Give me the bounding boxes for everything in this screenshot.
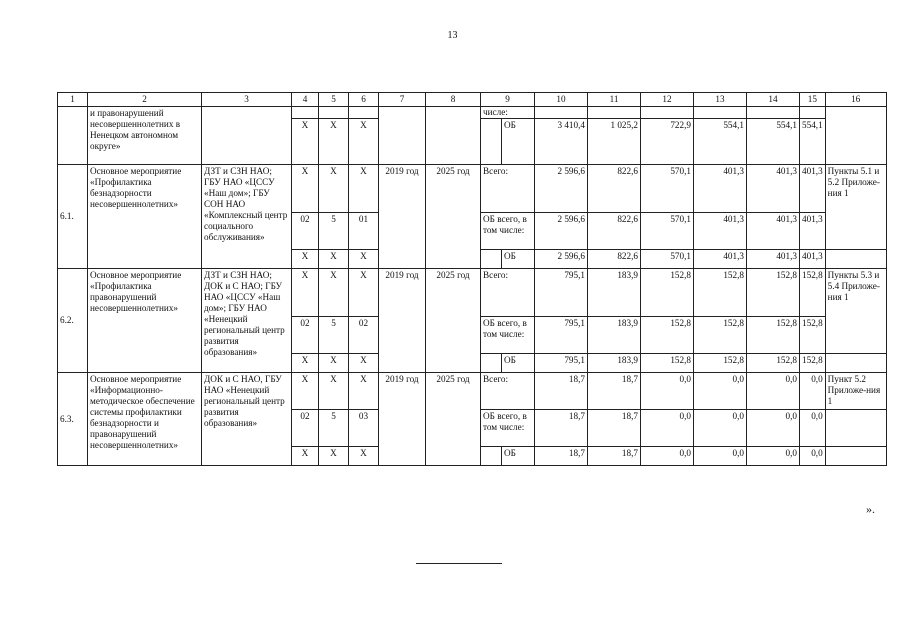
row-number: 6.2. [58, 269, 88, 373]
header-cell: 6 [349, 93, 379, 107]
code-cell: 02 [292, 213, 319, 250]
row-number: 6.3. [58, 373, 88, 466]
header-cell: 9 [481, 93, 535, 107]
value-cell: 401,3 [800, 250, 826, 269]
year-end: 2025 год [426, 373, 481, 466]
header-cell: 7 [379, 93, 426, 107]
value-cell: 152,8 [747, 317, 800, 354]
ob-total-label: ОБ всего, в том числе: [481, 410, 535, 447]
header-cell: 1 [58, 93, 88, 107]
footer-divider [416, 563, 502, 564]
value-cell: 554,1 [694, 119, 747, 165]
executors: ДЗТ и СЗН НАО; ДОК и С НАО; ГБУ НАО «ЦССУ «Наш дом»; ГБУ НАО «Ненецкий региональный центр развития образования» [202, 269, 292, 373]
page-number: 13 [447, 30, 458, 41]
x-mark: Х [349, 373, 379, 410]
measure-name: Основное мероприятие «Профилактика правонарушений несовершеннолетних» [88, 269, 202, 373]
x-mark: Х [349, 354, 379, 373]
code-cell: 02 [292, 317, 319, 354]
x-mark: Х [349, 269, 379, 317]
header-cell: 15 [800, 93, 826, 107]
value-cell: 0,0 [747, 447, 800, 466]
header-cell: 2 [88, 93, 202, 107]
value-cell: 183,9 [588, 269, 641, 317]
value-cell: 0,0 [800, 447, 826, 466]
header-cell: 4 [292, 93, 319, 107]
value-cell: 2 596,6 [535, 165, 588, 213]
value-cell: 0,0 [747, 373, 800, 410]
total-label: Всего: [481, 373, 535, 410]
value-cell: 18,7 [535, 447, 588, 466]
value-cell: 18,7 [588, 373, 641, 410]
header-cell: 5 [319, 93, 349, 107]
code-cell: 01 [349, 213, 379, 250]
x-mark: Х [292, 354, 319, 373]
value-cell: 152,8 [800, 354, 826, 373]
code-cell: 02 [292, 410, 319, 447]
year-start: 2019 год [379, 165, 426, 269]
value-cell: 18,7 [535, 373, 588, 410]
x-mark: Х [349, 119, 379, 165]
note: Пункты 5.1 и 5.2 Приложе-ния 1 [825, 165, 886, 250]
row-number: 6.1. [58, 165, 88, 269]
x-mark: Х [292, 250, 319, 269]
value-cell: 3 410,4 [535, 119, 588, 165]
value-cell: 152,8 [641, 317, 694, 354]
year-end: 2025 год [426, 269, 481, 373]
value-cell: 152,8 [694, 269, 747, 317]
continuation-label: числе: [481, 107, 535, 119]
value-cell: 401,3 [694, 213, 747, 250]
row-6-1-total [58, 165, 887, 213]
value-cell: 401,3 [694, 165, 747, 213]
header-cell: 12 [641, 93, 694, 107]
ob-total-label: ОБ всего, в том числе: [481, 213, 535, 250]
value-cell: 0,0 [800, 410, 826, 447]
executors: ДЗТ и СЗН НАО; ГБУ НАО «ЦССУ «Наш дом»; ГБУ СОН НАО «Комплексный центр социального обслуживания» [202, 165, 292, 269]
value-cell: 822,6 [588, 213, 641, 250]
x-mark: Х [319, 250, 349, 269]
value-cell: 2 596,6 [535, 250, 588, 269]
ob-label: ОБ [502, 250, 535, 269]
value-cell: 152,8 [800, 269, 826, 317]
value-cell: 0,0 [694, 447, 747, 466]
value-cell: 822,6 [588, 165, 641, 213]
ob-label: ОБ [502, 447, 535, 466]
value-cell: 795,1 [535, 354, 588, 373]
x-mark: Х [292, 119, 319, 165]
header-cell: 13 [694, 93, 747, 107]
code-cell: 02 [349, 317, 379, 354]
ob-total-label: ОБ всего, в том числе: [481, 317, 535, 354]
x-mark: Х [319, 354, 349, 373]
value-cell: 152,8 [694, 317, 747, 354]
x-mark: Х [292, 447, 319, 466]
value-cell: 0,0 [641, 410, 694, 447]
value-cell: 554,1 [747, 119, 800, 165]
value-cell: 183,9 [588, 354, 641, 373]
value-cell: 18,7 [588, 410, 641, 447]
continuation-top-row [58, 107, 887, 119]
x-mark: Х [292, 373, 319, 410]
value-cell: 570,1 [641, 250, 694, 269]
x-mark: Х [319, 119, 349, 165]
year-end: 2025 год [426, 165, 481, 269]
value-cell: 401,3 [747, 165, 800, 213]
measure-name: Основное мероприятие «Информационно-методическое обеспечение системы профилактики безнадзорности и правонарушений несовершеннолетних» [88, 373, 202, 466]
value-cell: 0,0 [747, 410, 800, 447]
value-cell: 0,0 [641, 373, 694, 410]
header-cell: 11 [588, 93, 641, 107]
value-cell: 152,8 [800, 317, 826, 354]
x-mark: Х [349, 165, 379, 213]
code-cell: 5 [319, 410, 349, 447]
program-table [57, 92, 887, 466]
row-6-3-total [58, 373, 887, 410]
total-label: Всего: [481, 165, 535, 213]
value-cell: 2 596,6 [535, 213, 588, 250]
value-cell: 152,8 [694, 354, 747, 373]
year-start: 2019 год [379, 269, 426, 373]
x-mark: Х [319, 269, 349, 317]
row-6-2-total [58, 269, 887, 317]
x-mark: Х [319, 165, 349, 213]
note: Пункт 5.2 Приложе-ния 1 [825, 373, 886, 410]
value-cell: 152,8 [641, 269, 694, 317]
header-cell: 3 [202, 93, 292, 107]
value-cell: 722,9 [641, 119, 694, 165]
ob-label: ОБ [502, 119, 535, 165]
value-cell: 401,3 [800, 165, 826, 213]
header-cell: 16 [825, 93, 886, 107]
value-cell: 570,1 [641, 165, 694, 213]
continuation-name: и правонарушений несовершеннолетних в Ненецком автономном округе» [88, 107, 202, 165]
year-start: 2019 год [379, 373, 426, 466]
value-cell: 570,1 [641, 213, 694, 250]
executors: ДОК и С НАО, ГБУ НАО «Ненецкий региональный центр развития образования» [202, 373, 292, 466]
value-cell: 0,0 [800, 373, 826, 410]
value-cell: 183,9 [588, 317, 641, 354]
value-cell: 1 025,2 [588, 119, 641, 165]
value-cell: 401,3 [800, 213, 826, 250]
value-cell: 554,1 [800, 119, 826, 165]
x-mark: Х [349, 447, 379, 466]
value-cell: 822,6 [588, 250, 641, 269]
value-cell: 795,1 [535, 317, 588, 354]
value-cell: 401,3 [747, 250, 800, 269]
code-cell: 5 [319, 317, 349, 354]
measure-name: Основное мероприятие «Профилактика безнадзорности несовершеннолетних» [88, 165, 202, 269]
value-cell: 795,1 [535, 269, 588, 317]
value-cell: 401,3 [747, 213, 800, 250]
x-mark: Х [292, 269, 319, 317]
value-cell: 18,7 [588, 447, 641, 466]
header-row [58, 93, 887, 107]
closing-quote-mark: ». [866, 502, 875, 516]
x-mark: Х [292, 165, 319, 213]
total-label: Всего: [481, 269, 535, 317]
value-cell: 0,0 [641, 447, 694, 466]
value-cell: 152,8 [747, 354, 800, 373]
header-cell: 8 [426, 93, 481, 107]
ob-label: ОБ [502, 354, 535, 373]
header-cell: 14 [747, 93, 800, 107]
x-mark: Х [319, 447, 349, 466]
x-mark: Х [349, 250, 379, 269]
x-mark: Х [319, 373, 349, 410]
code-cell: 03 [349, 410, 379, 447]
code-cell: 5 [319, 213, 349, 250]
value-cell: 0,0 [694, 410, 747, 447]
value-cell: 18,7 [535, 410, 588, 447]
header-cell: 10 [535, 93, 588, 107]
value-cell: 152,8 [641, 354, 694, 373]
value-cell: 401,3 [694, 250, 747, 269]
note: Пункты 5.3 и 5.4 Приложе-ния 1 [825, 269, 886, 354]
value-cell: 0,0 [694, 373, 747, 410]
value-cell: 152,8 [747, 269, 800, 317]
